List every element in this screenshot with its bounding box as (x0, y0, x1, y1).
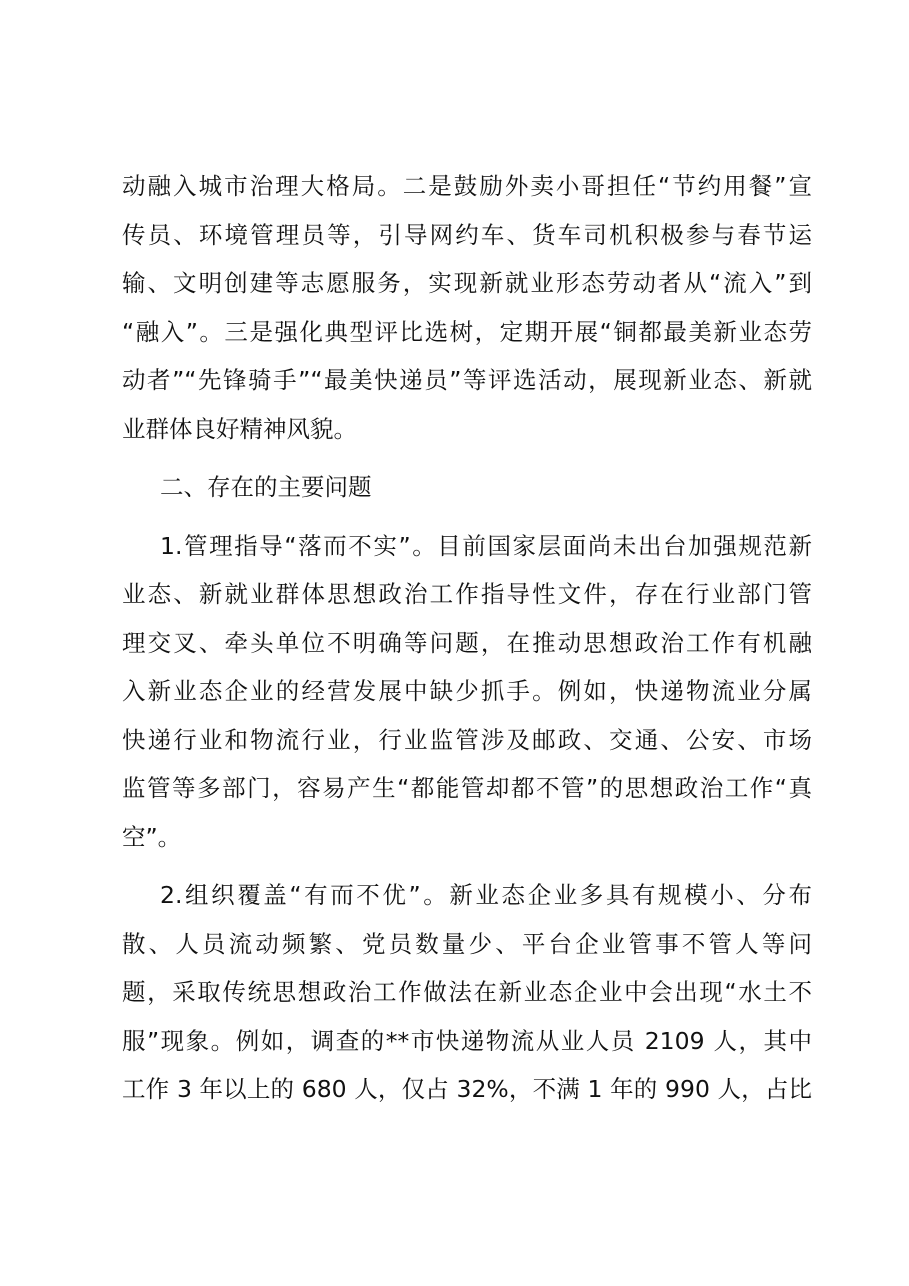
text-line: 输、文明创建等志愿服务，实现新就业形态劳动者从“流入”到 (122, 269, 812, 297)
text-line: 工作 3 年以上的 680 人，仅占 32%，不满 1 年的 990 人，占比 (122, 1075, 812, 1103)
text-line: 入新业态企业的经营发展中缺少抓手。例如，快递物流业分属 (122, 677, 812, 705)
text-line: 空”。 (122, 822, 182, 851)
paragraph-spacer (122, 861, 812, 871)
text-line: 业群体良好精神风貌。 (122, 414, 357, 443)
paragraph-spacer (122, 512, 812, 522)
text-line: 业态、新就业群体思想政治工作指导性文件，存在行业部门管 (122, 580, 812, 608)
text-line: 理交叉、牵头单位不明确等问题，在推动思想政治工作有机融 (122, 628, 812, 657)
text-line: 动者”“先锋骑手”“最美快递员”等评选活动，展现新业态、新就 (122, 366, 812, 394)
text-line: 动融入城市治理大格局。二是鼓励外卖小哥担任“节约用餐”宣 (122, 172, 812, 200)
text-line: 快递行业和物流行业，行业监管涉及邮政、交通、公安、市场 (122, 725, 812, 754)
text-line: 题，采取传统思想政治工作做法在新业态企业中会出现“水土不 (122, 978, 812, 1006)
text-line: 2.组织覆盖“有而不优”。新业态企业多具有规模小、分布 (160, 881, 812, 909)
text-line: 服”现象。例如，调查的**市快递物流从业人员 2109 人，其中 (122, 1026, 812, 1055)
text-line: 传员、环境管理员等，引导网约车、货车司机积极参与春节运 (122, 220, 812, 249)
paragraph-1 (122, 162, 812, 453)
paragraph-spacer (122, 453, 812, 463)
section-heading (122, 463, 812, 512)
paragraph-3 (122, 871, 812, 1114)
section-heading-text: 二、存在的主要问题 (160, 473, 372, 501)
text-line: 监管等多部门，容易产生“都能管却都不管”的思想政治工作“真 (122, 774, 812, 802)
paragraph-2 (122, 522, 812, 862)
text-line: “融入”。三是强化典型评比选树，定期开展“铜都最美新业态劳 (122, 317, 812, 346)
text-line: 散、人员流动频繁、党员数量少、平台企业管事不管人等问 (122, 929, 812, 958)
document-body (122, 162, 812, 1114)
text-line: 1.管理指导“落而不实”。目前国家层面尚未出台加强规范新 (160, 531, 812, 560)
